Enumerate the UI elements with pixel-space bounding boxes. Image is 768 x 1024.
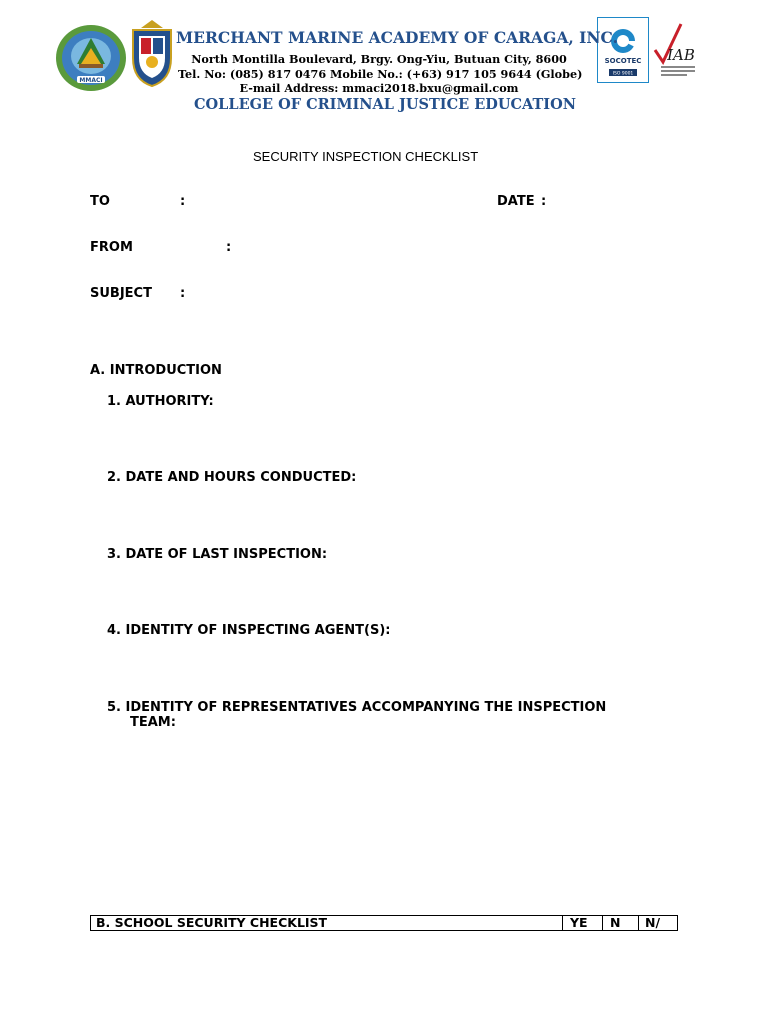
iab-accreditation-logo-icon [651, 20, 699, 78]
intro-item-last-inspection: 3. DATE OF LAST INSPECTION: [107, 547, 328, 562]
svg-text:IAB: IAB [667, 46, 695, 64]
svg-text:SOCOTEC: SOCOTEC [604, 57, 642, 65]
school-email: E-mail Address: mmaci2018.bxu@gmail.com [239, 81, 519, 95]
no-column-header: N [603, 916, 639, 930]
socotec-iso-logo-icon [597, 17, 649, 83]
intro-item-authority: 1. AUTHORITY: [107, 394, 214, 409]
from-colon: : [226, 240, 232, 255]
from-label: FROM [90, 240, 133, 255]
college-seal-icon [127, 18, 177, 88]
document-title: SECURITY INSPECTION CHECKLIST [253, 149, 479, 164]
section-a-heading: A. INTRODUCTION [90, 363, 222, 378]
date-colon: : [541, 194, 547, 209]
school-address: North Montilla Boulevard, Brgy. Ong-Yiu, Butuan City, 8600 [191, 52, 567, 66]
intro-item-inspecting-agents: 4. IDENTITY OF INSPECTING AGENT(S): [107, 623, 391, 638]
intro-item-date-hours: 2. DATE AND HOURS CONDUCTED: [107, 470, 357, 485]
school-name: MERCHANT MARINE ACADEMY OF CARAGA, INC. [176, 28, 619, 47]
intro-item-representatives: 5. IDENTITY OF REPRESENTATIVES ACCOMPANYING THE INSPECTION TEAM: [107, 700, 607, 730]
yes-column-header: YE [563, 916, 603, 930]
date-label: DATE [497, 194, 535, 209]
svg-text:MMACI: MMACI [79, 77, 103, 84]
svg-text:ISO 9001: ISO 9001 [612, 71, 634, 77]
security-checklist-table-header [90, 915, 678, 931]
to-colon: : [180, 194, 186, 209]
subject-label: SUBJECT [90, 286, 152, 301]
college-name: COLLEGE OF CRIMINAL JUSTICE EDUCATION [194, 96, 576, 113]
to-label: TO [90, 194, 110, 209]
school-contact: Tel. No: (085) 817 0476 Mobile No.: (+63) 917 105 9644 (Globe) [178, 67, 583, 81]
checklist-heading-cell: B. SCHOOL SECURITY CHECKLIST [91, 916, 563, 930]
academy-logo-icon [55, 24, 127, 92]
subject-colon: : [180, 286, 186, 301]
na-column-header: N/ [645, 916, 661, 930]
